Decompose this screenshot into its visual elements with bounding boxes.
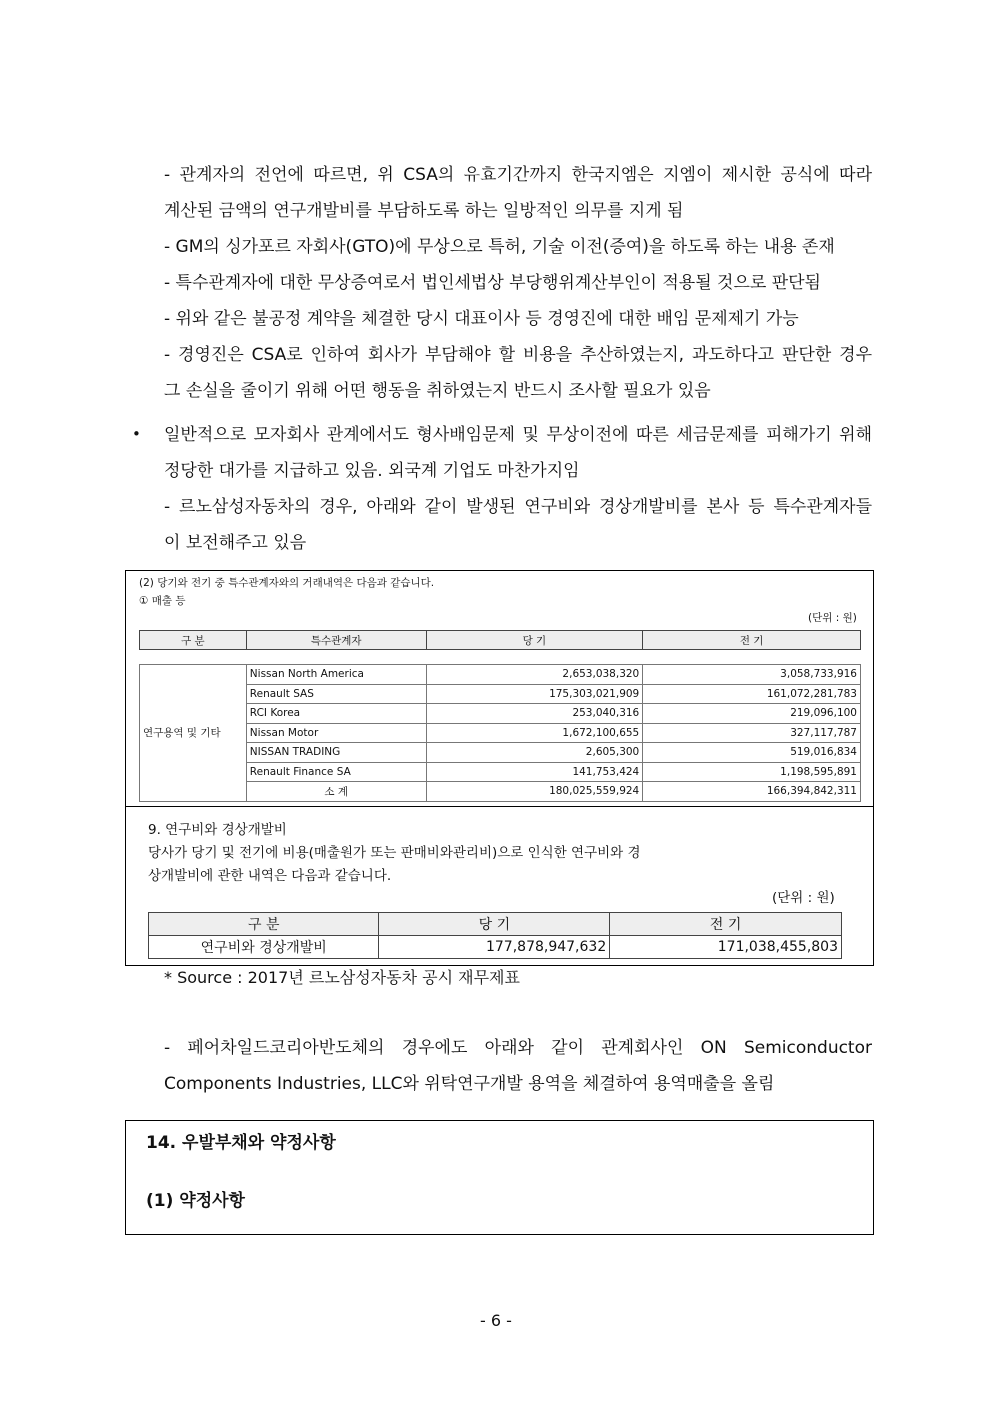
- intro-line: - 관계자의 전언에 따르면, 위 CSA의 유효기간까지 한국지엠은 지엠이 제시한 공식에 따라: [164, 165, 872, 185]
- group-cell: 연구용역 및 기타: [140, 665, 247, 802]
- source-note: * Source : 2017년 르노삼성자동차 공시 재무제표: [164, 968, 520, 987]
- table-total-row: [140, 782, 861, 802]
- total-current-cell: 180,025,559,924: [426, 782, 643, 802]
- intro-paragraph: [164, 157, 872, 409]
- table1-caption: (2) 당기와 전기 중 특수관계자와의 거래내역은 다음과 같습니다.: [139, 577, 435, 589]
- related-party-transactions-table: [139, 630, 861, 802]
- intro-line: - GM의 싱가포르 자회사(GTO)에 무상으로 특허, 기술 이전(증여)을 하도록 하는 내용 존재: [164, 237, 835, 257]
- current-cell: 177,878,947,632: [379, 936, 610, 959]
- party-cell: Nissan North America: [246, 665, 426, 685]
- excerpt-divider: [125, 806, 873, 807]
- party-cell: NISSAN TRADING: [246, 743, 426, 763]
- table1-subcaption: ① 매출 등: [139, 595, 186, 607]
- party-cell: Renault SAS: [246, 684, 426, 704]
- header-cell: 구 분: [149, 913, 379, 936]
- table-row: [140, 743, 861, 763]
- current-cell: 2,653,038,320: [426, 665, 643, 685]
- bullet-line: 이 보전해주고 있음: [164, 533, 307, 553]
- party-cell: RCI Korea: [246, 704, 426, 724]
- fairchild-line: - 페어차일드코리아반도체의 경우에도 아래와 같이 관계회사인 ON Semiconductor: [164, 1038, 872, 1058]
- table-row: [140, 665, 861, 685]
- current-cell: 175,303,021,909: [426, 684, 643, 704]
- party-cell: Nissan Motor: [246, 723, 426, 743]
- prior-cell: 171,038,455,803: [610, 936, 842, 959]
- prior-cell: 519,016,834: [643, 743, 861, 763]
- table-row: [140, 723, 861, 743]
- spacer-row: [140, 650, 861, 665]
- bullet-line: 정당한 대가를 지급하고 있음. 외국계 기업도 마찬가지임: [164, 461, 580, 481]
- intro-line: 그 손실을 줄이기 위해 어떤 행동을 취하였는지 반드시 조사할 필요가 있음: [164, 381, 711, 401]
- current-cell: 1,672,100,655: [426, 723, 643, 743]
- total-prior-cell: 166,394,842,311: [643, 782, 861, 802]
- table-row: [140, 762, 861, 782]
- intro-line: - 특수관계자에 대한 무상증여로서 법인세법상 부당행위계산부인이 적용될 것으로 판단됨: [164, 273, 821, 293]
- table-row: [149, 936, 842, 959]
- table2-title: 9. 연구비와 경상개발비: [148, 822, 287, 838]
- header-cell: 당 기: [379, 913, 610, 936]
- table2-description: 상개발비에 관한 내역은 다음과 같습니다.: [148, 868, 392, 884]
- fairchild-line: Components Industries, LLC와 위탁연구개발 용역을 체결하여 용역매출을 올림: [164, 1074, 775, 1094]
- header-cell: 구 분: [140, 631, 247, 650]
- header-cell: 전 기: [610, 913, 842, 936]
- bullet-paragraph: [164, 417, 872, 561]
- commitments-title: 14. 우발부채와 약정사항: [146, 1133, 336, 1153]
- commitments-subtitle: (1) 약정사항: [146, 1191, 245, 1211]
- total-label-cell: 소 계: [246, 782, 426, 802]
- prior-cell: 3,058,733,916: [643, 665, 861, 685]
- table-header-row: [149, 913, 842, 936]
- table-row: [140, 704, 861, 724]
- intro-line: - 경영진은 CSA로 인하여 회사가 부담해야 할 비용을 추산하였는지, 과도하다고 판단한 경우: [164, 345, 872, 365]
- category-cell: 연구비와 경상개발비: [149, 936, 379, 959]
- bullet-line: - 르노삼성자동차의 경우, 아래와 같이 발생된 연구비와 경상개발비를 본사 등 특수관계자들: [164, 497, 872, 517]
- header-cell: 당 기: [426, 631, 643, 650]
- intro-line: - 위와 같은 불공정 계약을 체결한 당시 대표이사 등 경영진에 대한 배임 문제제기 가능: [164, 309, 799, 329]
- table1-unit: (단위 : 원): [808, 612, 857, 624]
- rnd-expense-table: [148, 912, 842, 959]
- prior-cell: 1,198,595,891: [643, 762, 861, 782]
- header-cell: 전 기: [643, 631, 861, 650]
- table-row: [140, 684, 861, 704]
- prior-cell: 161,072,281,783: [643, 684, 861, 704]
- fairchild-paragraph: [164, 1030, 872, 1102]
- prior-cell: 219,096,100: [643, 704, 861, 724]
- current-cell: 2,605,300: [426, 743, 643, 763]
- intro-line: 계산된 금액의 연구개발비를 부담하도록 하는 일방적인 의무를 지게 됨: [164, 201, 684, 221]
- header-cell: 특수관계자: [246, 631, 426, 650]
- prior-cell: 327,117,787: [643, 723, 861, 743]
- bullet-marker: •: [132, 425, 141, 443]
- page-number: - 6 -: [480, 1311, 512, 1330]
- bullet-line: 일반적으로 모자회사 관계에서도 형사배임문제 및 무상이전에 따른 세금문제를 피해가기 위해: [164, 425, 872, 445]
- table-header-row: [140, 631, 861, 650]
- table2-description: 당사가 당기 및 전기에 비용(매출원가 또는 판매비와관리비)으로 인식한 연구비와 경: [148, 845, 641, 861]
- party-cell: Renault Finance SA: [246, 762, 426, 782]
- current-cell: 253,040,316: [426, 704, 643, 724]
- table2-unit: (단위 : 원): [772, 890, 835, 906]
- current-cell: 141,753,424: [426, 762, 643, 782]
